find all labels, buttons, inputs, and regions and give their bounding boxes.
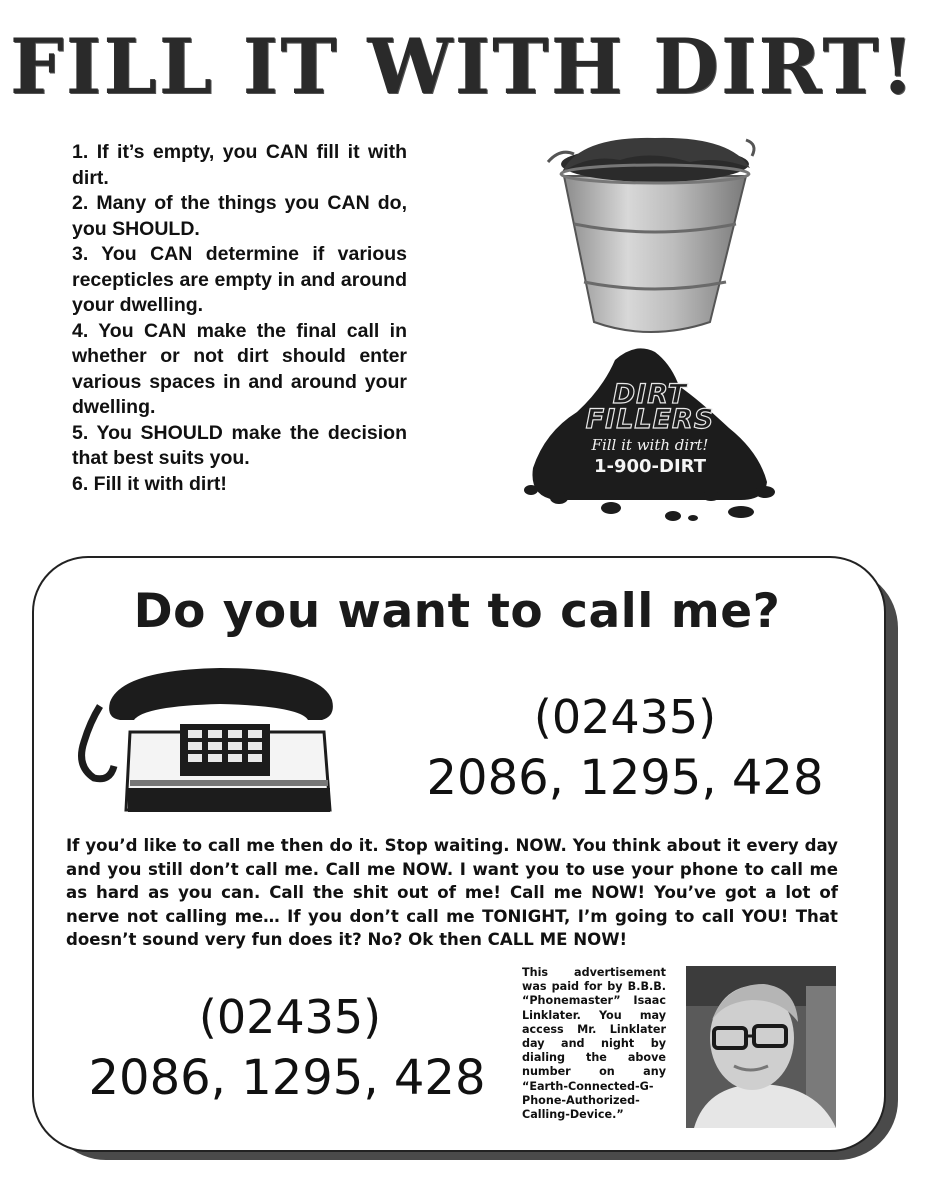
rule-item: 5. You SHOULD make the decision that best suits you. xyxy=(72,421,407,469)
dirt-bucket-image xyxy=(540,132,762,340)
rule-item: 3. You CAN determine if various recepticles are empty in and around your dwelling. xyxy=(72,243,407,316)
ad-question: Do you want to call me? xyxy=(133,584,781,639)
logo-phone-number: 1-900-DIRT xyxy=(593,456,706,477)
dirt-pile-icon xyxy=(515,340,785,530)
phone-number: 2086, 1295, 428 xyxy=(426,750,824,806)
rule-item: 1. If it’s empty, you CAN fill it with dirt. xyxy=(72,141,407,189)
page-headline: FILL IT WITH DIRT! xyxy=(9,22,917,111)
logo-line-2: FILLERS xyxy=(585,404,715,435)
phone-area-code: (02435) xyxy=(533,690,717,744)
rule-item: 2. Many of the things you CAN do, you SHOULD. xyxy=(72,192,407,240)
ad-body-text: If you’d like to call me then do it. Stop waiting. NOW. You think about it every day and you still don’t call me. Call me NOW. I want you to use your phone to call me as hard as you can. Call the shit out of me! Call me NOW! You’ve got a lot of nerve not calling me… If you don’t call me TONIGHT, I’m going to call YOU! That doesn’t sound very fun does it? No? Ok then CALL ME NOW! xyxy=(66,836,838,949)
rule-item: 4. You CAN make the final call in whether or not dirt should enter various spaces in and around your dwelling. xyxy=(72,319,407,418)
rule-item: 6. Fill it with dirt! xyxy=(72,472,227,495)
logo-tagline: Fill it with dirt! xyxy=(591,436,709,454)
phone-area-code-repeat: (02435) xyxy=(198,990,382,1044)
telephone-icon xyxy=(70,662,338,820)
rules-list xyxy=(72,140,407,497)
dirt-fillers-logo xyxy=(515,340,785,530)
logo-line-1: DIRT xyxy=(612,379,688,410)
advertiser-portrait-photo xyxy=(686,966,836,1128)
paid-advertisement-note: This advertisement was paid for by B.B.B. “Phonemaster” Isaac Linklater. You may access Mr. Linklater day and night by dialing the above number on any “Earth-Connected-G-Phone-Authorized-Calling-Device.” xyxy=(522,966,666,1122)
phone-number-repeat: 2086, 1295, 428 xyxy=(88,1050,486,1106)
